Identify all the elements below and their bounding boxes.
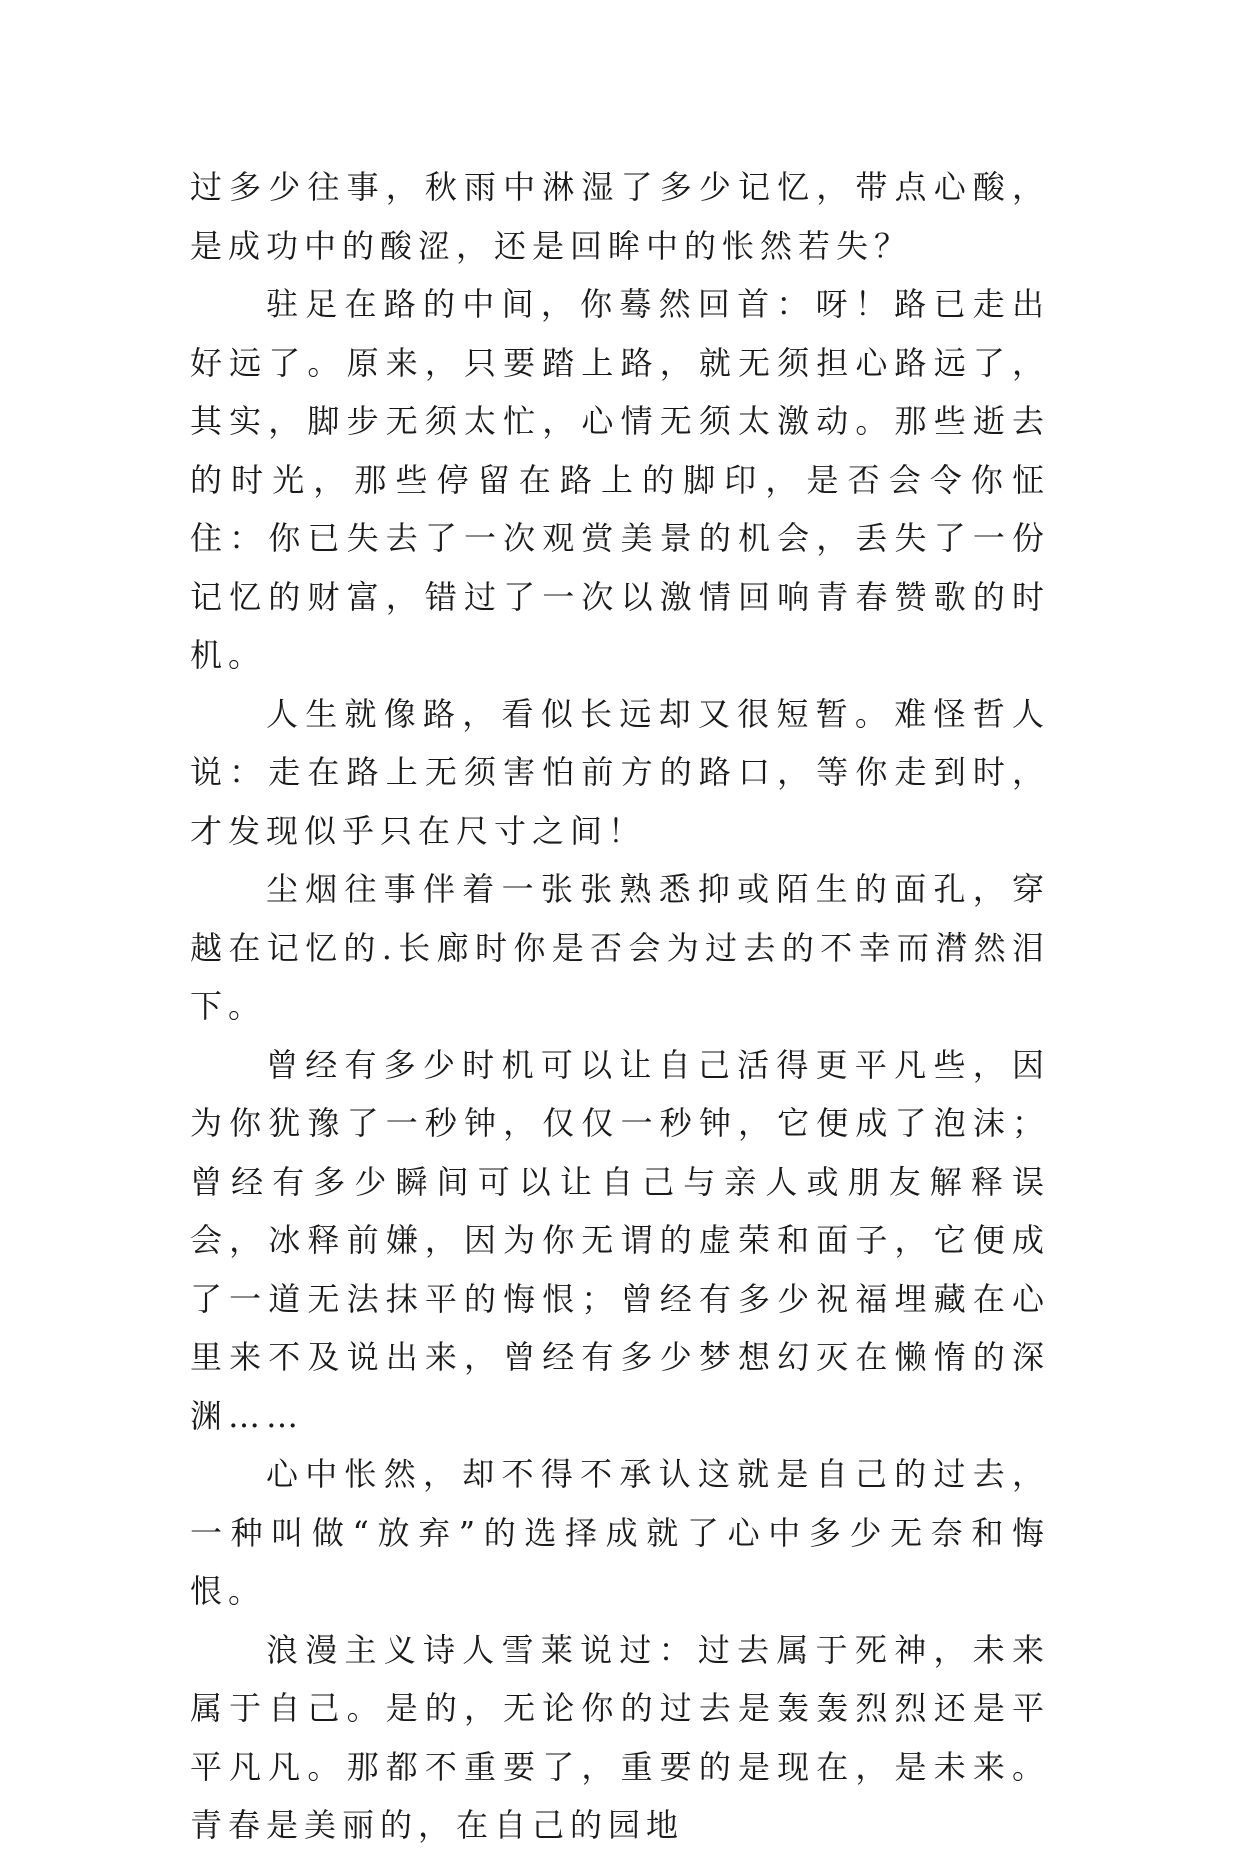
paragraph-1: 过多少往事，秋雨中淋湿了多少记忆，带点心酸，是成功中的酸涩，还是回眸中的怅然若失？ — [190, 168, 1050, 265]
paragraph-2: 驻足在路的中间，你蓦然回首：呀！路已走出好远了。原来，只要踏上路，就无须担心路远了，其实，脚步无须太忙，心情无须太激动。那些逝去的时光，那些停留在路上的脚印，是否会令你怔住：你已失去了一次观赏美景的机会，丢失了一份记忆的财富，错过了一次以激情回响青春赞歌的时机。 — [190, 285, 1050, 674]
paragraph-4: 尘烟往事伴着一张张熟悉抑或陌生的面孔，穿越在记忆的.长廊时你是否会为过去的不幸而潸然泪下。 — [190, 870, 1050, 1025]
paragraph-3: 人生就像路，看似长远却又很短暂。难怪哲人说：走在路上无须害怕前方的路口，等你走到时，才发现似乎只在尺寸之间！ — [190, 694, 1050, 850]
document-body — [190, 158, 1050, 1855]
paragraph-7: 浪漫主义诗人雪莱说过：过去属于死神，未来属于自己。是的，无论你的过去是轰轰烈烈还是平平凡凡。那都不重要了，重要的是现在，是未来。青春是美丽的，在自己的园地 — [190, 1630, 1050, 1844]
paragraph-6: 心中怅然，却不得不承认这就是自己的过去，一种叫做“放弃”的选择成就了心中多少无奈和悔恨。 — [190, 1455, 1050, 1610]
paragraph-5: 曾经有多少时机可以让自己活得更平凡些，因为你犹豫了一秒钟，仅仅一秒钟，它便成了泡沫；曾经有多少瞬间可以让自己与亲人或朋友解释误会，冰释前嫌，因为你无谓的虚荣和面子，它便成了一道无法抹平的悔恨；曾经有多少祝福埋藏在心里来不及说出来，曾经有多少梦想幻灭在懒惰的深渊…… — [190, 1045, 1050, 1435]
